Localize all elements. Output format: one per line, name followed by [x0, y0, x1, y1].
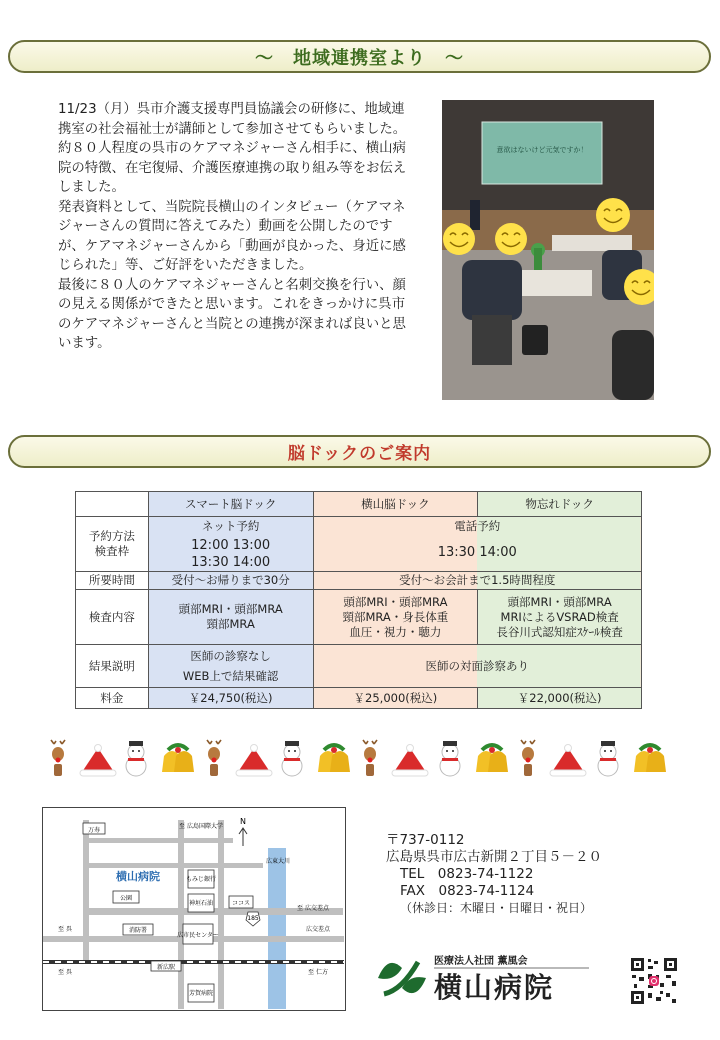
- reindeer-icon: [207, 740, 221, 776]
- map-label: 神垣石油: [188, 900, 214, 907]
- header-monowasure: 物忘れドック: [478, 492, 642, 517]
- hospital-logo-drawing: [374, 950, 604, 1006]
- bell-icon: [634, 745, 666, 772]
- santa-hat-icon: [392, 745, 428, 777]
- map-label: 広東大川: [265, 858, 291, 865]
- qr-code[interactable]: [630, 957, 678, 1005]
- table-corner: [76, 492, 149, 517]
- logo-mark-icon: [378, 962, 426, 994]
- map-label: N: [240, 817, 246, 826]
- cell-smart: ￥24,750(税込): [148, 688, 313, 709]
- article-paragraph: 最後に８０人のケアマネジャーさんと名刺交換を行い、顔の見える関係ができたと思います。これをきっかけに呉市のケアマネジャーさんと当院との連携が深まれば良いと思います。: [58, 277, 406, 351]
- header-yokoyama: 横山脳ドック: [313, 492, 478, 517]
- bell-icon: [318, 745, 350, 772]
- article-paragraph: 11/23（月）呉市介護支援専門員協議会の研修に、地域連携室の社会福祉士が講師として参加させてもらいました。: [58, 102, 407, 137]
- access-map: [42, 807, 346, 1011]
- bell-icon: [162, 745, 194, 772]
- row-label: 検査内容: [76, 590, 149, 645]
- map-label: 広市民センター: [177, 932, 219, 939]
- reindeer-icon: [521, 740, 535, 776]
- section-title: 脳ドックのご案内: [287, 444, 432, 464]
- santa-hat-icon: [550, 745, 586, 777]
- table-row: [76, 688, 642, 709]
- cell-monowasure: 頭部MRI・頭部MRA MRIによるVSRAD検査 長谷川式認知症ｽｹｰﾙ検査: [478, 590, 642, 645]
- table-row: [76, 590, 642, 645]
- table-row: [76, 572, 642, 590]
- cell-smart: 医師の診察なし WEB上で結果確認: [148, 645, 313, 688]
- address-block: [386, 832, 602, 917]
- logo-name: 横山病院: [434, 971, 555, 1004]
- address-fax: FAX 0823-74-1124: [400, 883, 535, 899]
- map-label: 至 広交差点: [297, 905, 329, 912]
- row-label: 予約方法 検査枠: [76, 517, 149, 572]
- address-zip: 〒737-0112: [386, 832, 465, 848]
- map-label: 至 仁方: [308, 969, 328, 976]
- row-label: 結果説明: [76, 645, 149, 688]
- cell-yokoyama: ￥25,000(税込): [313, 688, 478, 709]
- smiley-icon: [443, 223, 475, 255]
- article-text: [58, 100, 408, 354]
- cell-smart: ネット予約 12:00 13:00 13:30 14:00: [148, 517, 313, 572]
- christmas-decoration: [46, 738, 676, 778]
- map-label: 至 広島国際大学: [179, 823, 223, 830]
- logo-org: 医療法人社団 薫風会: [434, 956, 528, 967]
- santa-hat-icon: [236, 745, 272, 777]
- instagram-icon: [649, 976, 659, 986]
- smiley-icon: [495, 223, 527, 255]
- snowman-icon: [282, 741, 302, 776]
- snowman-icon: [440, 741, 460, 776]
- snowman-icon: [126, 741, 146, 776]
- table-header-row: [76, 492, 642, 517]
- section-banner-renkei: [8, 40, 711, 73]
- map-hospital-label: 横山病院: [116, 870, 160, 883]
- cell-smart: 頭部MRI・頭部MRA 頸部MRA: [148, 590, 313, 645]
- map-label: 至 呉: [58, 926, 72, 933]
- santa-hat-icon: [80, 745, 116, 777]
- hospital-logo: [374, 950, 604, 1006]
- table-row: [76, 517, 642, 572]
- cell-shared: 受付～お会計まで1.5時間程度: [313, 572, 641, 590]
- map-label: 新広駅: [156, 964, 176, 971]
- map-label: ココス: [231, 900, 251, 907]
- cell-monowasure: ￥22,000(税込): [478, 688, 642, 709]
- map-label: 広交差点: [305, 926, 331, 933]
- screen-text: 意欲はないけど元気ですか！: [496, 146, 588, 154]
- cell-shared: 医師の対面診察あり: [313, 645, 641, 688]
- cell-yokoyama: 頭部MRI・頭部MRA 頸部MRA・身長体重 血圧・視力・聴力: [313, 590, 478, 645]
- map-label: 至 呉: [58, 969, 72, 976]
- address-tel: TEL 0823-74-1122: [400, 866, 534, 882]
- row-label: 料金: [76, 688, 149, 709]
- article-paragraph: 約８０人程度の呉市のケアマネジャーさん相手に、横山病院の特徴、在宅復帰、介護医療連携の取り組み等をお伝えしました。: [58, 141, 407, 195]
- map-label: 消防署: [128, 927, 148, 934]
- section-title: ～ 地域連携室より ～: [255, 47, 464, 69]
- address-holiday: （休診日：木曜日・日曜日・祝日）: [400, 901, 593, 915]
- reindeer-icon: [51, 740, 65, 776]
- cell-shared: 電話予約 13:30 14:00: [313, 517, 641, 572]
- map-label: もみじ銀行: [185, 876, 217, 883]
- table-row: [76, 645, 642, 688]
- map-label: 芳賀病院: [188, 990, 214, 997]
- map-label: 公園: [119, 895, 133, 902]
- smiley-icon: [596, 198, 630, 232]
- north-arrow-icon: [239, 828, 247, 846]
- seminar-photo-illustration: [442, 100, 654, 400]
- article-paragraph: 発表資料として、当院院長横山のインタビュー（ケアマネジャーさんの質問に答えてみた）動画を公開したのですが、ケアマネジャーさんから「動画が良かった、身近に感じられた」等、ご好評をいただきました。: [58, 199, 406, 273]
- bell-icon: [476, 745, 508, 772]
- map-label: 万寿: [87, 827, 101, 834]
- cell-smart: 受付～お帰りまで30分: [148, 572, 313, 590]
- row-label: 所要時間: [76, 572, 149, 590]
- section-banner-nodock: [8, 435, 711, 468]
- dock-table: [75, 491, 642, 709]
- access-map-drawing: [43, 808, 344, 1009]
- reindeer-icon: [363, 740, 377, 776]
- header-smart: スマート脳ドック: [148, 492, 313, 517]
- snowman-icon: [598, 741, 618, 776]
- seminar-photo: [442, 100, 654, 400]
- address-line: 広島県呉市広古新開２丁目５－２０: [386, 849, 602, 865]
- map-label: 185: [247, 915, 259, 922]
